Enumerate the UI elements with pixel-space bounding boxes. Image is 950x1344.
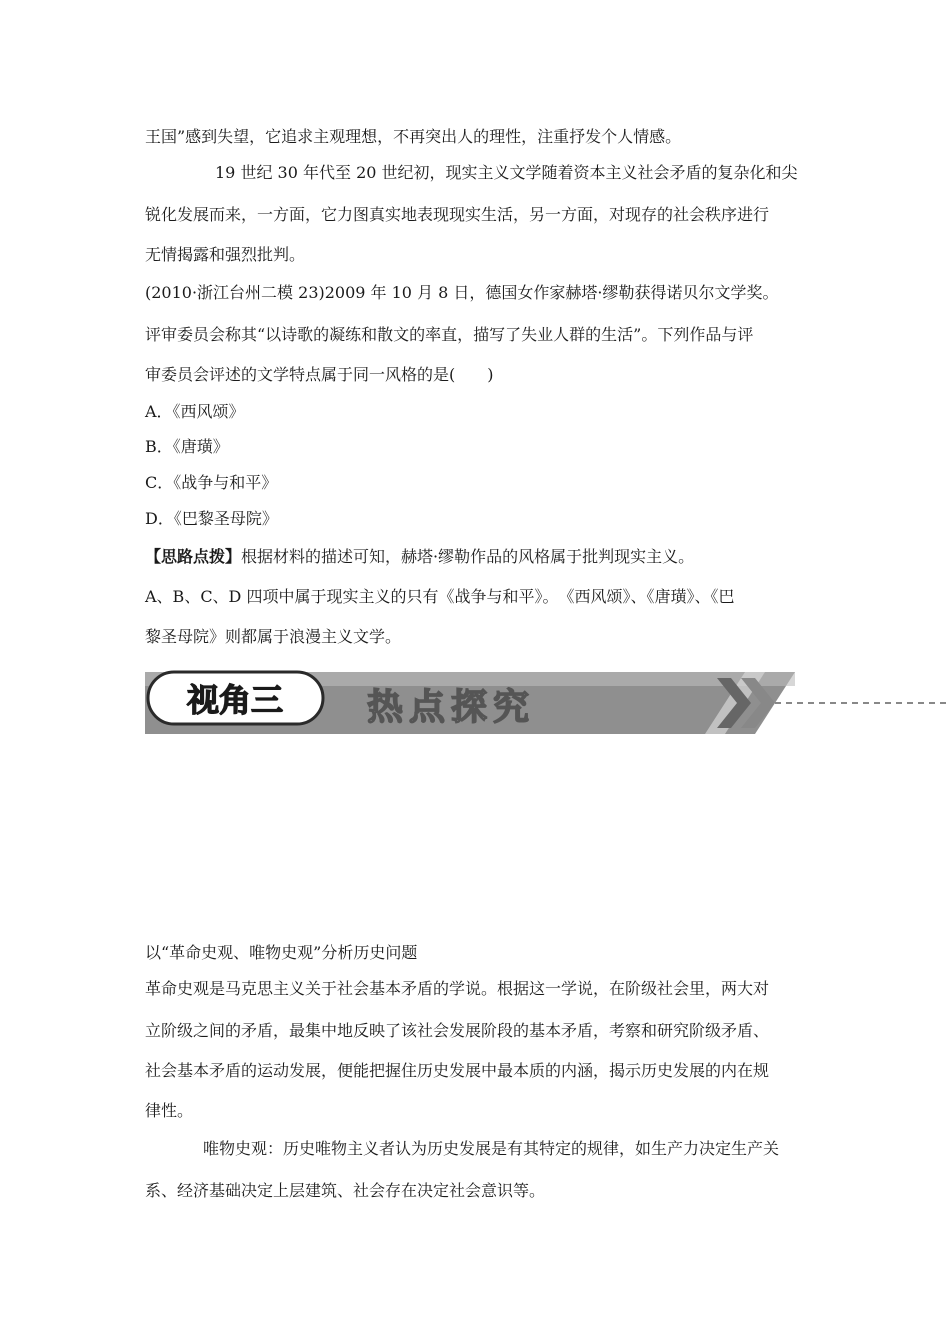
hint-line — [145, 546, 694, 568]
banner-title-part2: 热点探究 — [367, 687, 536, 728]
hint-line: 黎圣母院》则都属于浪漫主义文学。 — [145, 627, 402, 646]
section-line: 律性。 — [145, 1101, 194, 1120]
paragraph-line: 19 世纪 30 年代至 20 世纪初，现实主义文学随着资本主义社会矛盾的复杂化和尖 — [215, 163, 798, 182]
section-line: 立阶级之间的矛盾，最集中地反映了该社会发展阶段的基本矛盾，考察和研究阶级矛盾、 — [145, 1021, 770, 1040]
section-line: 唯物史观：历史唯物主义者认为历史发展是有其特定的规律，如生产力决定生产关 — [203, 1139, 780, 1158]
banner-title-part1: 视角三 — [186, 681, 284, 719]
option-c: C．《战争与和平》 — [145, 473, 278, 492]
paragraph-line: 王国”感到失望，它追求主观理想，不再突出人的理性，注重抒发个人情感。 — [145, 127, 682, 146]
hint-label: 【思路点拨】 — [145, 547, 242, 566]
hint-text: 根据材料的描述可知，赫塔·缪勒作品的风格属于批判现实主义。 — [241, 547, 695, 566]
paragraph-line: 无情揭露和强烈批判。 — [145, 245, 306, 264]
hint-line: A、B、C、D 四项中属于现实主义的只有《战争与和平》。 《西风颂》、《唐璜》、《巴 — [145, 587, 735, 606]
section-line: 系、经济基础决定上层建筑、社会存在决定社会意识等。 — [145, 1181, 546, 1200]
option-d: D．《巴黎圣母院》 — [145, 509, 278, 528]
question-line: 审委员会评述的文学特点属于同一风格的是( ) — [145, 365, 494, 384]
section-line: 革命史观是马克思主义关于社会基本矛盾的学说。根据这一学说，在阶级社会里，两大对 — [145, 979, 770, 998]
section-banner — [145, 662, 950, 740]
option-a: A．《西风颂》 — [145, 402, 245, 421]
paragraph-line: 锐化发展而来，一方面，它力图真实地表现现实生活，另一方面，对现存的社会秩序进行 — [145, 205, 770, 224]
question-line: (2010·浙江台州二模 23)2009 年 10 月 8 日，德国女作家赫塔·缪勒获得诺贝尔文学奖。 — [145, 283, 779, 302]
section-title: 以“革命史观、唯物史观”分析历史问题 — [145, 943, 418, 962]
option-b: B．《唐璜》 — [145, 437, 229, 456]
banner-graphic — [145, 662, 950, 740]
question-line: 评审委员会称其“以诗歌的凝练和散文的率直，描写了失业人群的生活”。下列作品与评 — [145, 325, 754, 344]
section-line: 社会基本矛盾的运动发展，便能把握住历史发展中最本质的内涵，揭示历史发展的内在规 — [145, 1061, 770, 1080]
